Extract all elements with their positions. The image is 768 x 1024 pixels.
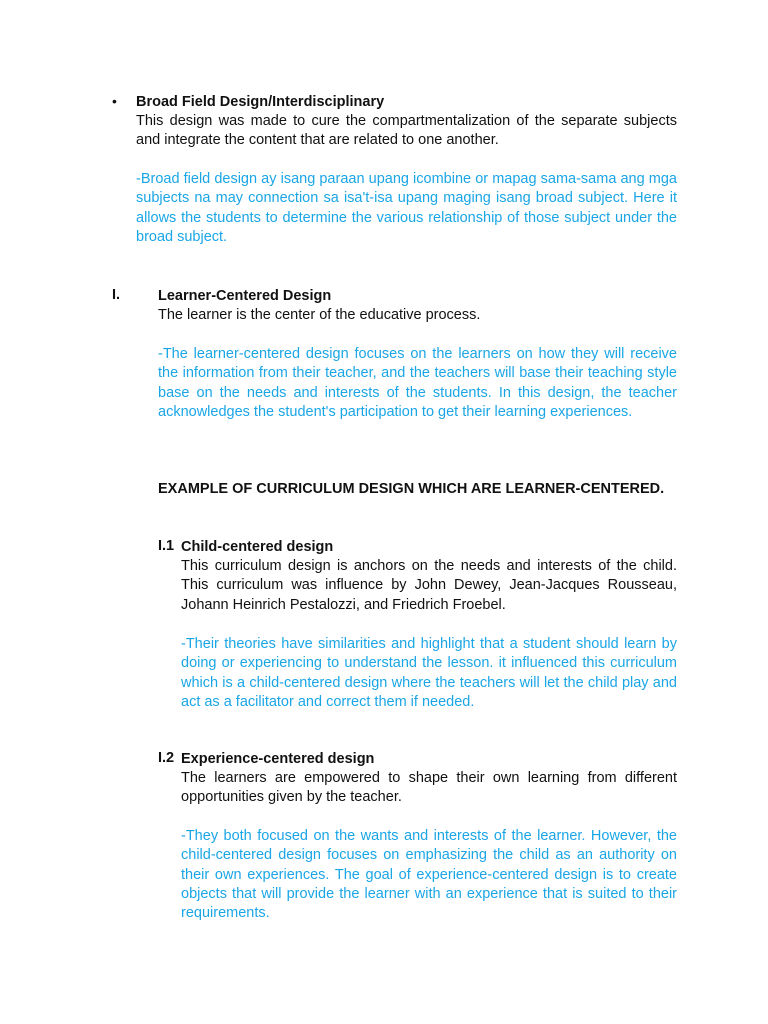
learner-centered-note: -The learner-centered design focuses on the learners on how they will receive the information from their teacher, and the teachers will base their teaching style base on the needs and interests of the students. In this design, the teacher acknowledges the student's participation to get their learning experiences. [158,346,677,420]
subsection-number: I.1 [158,538,175,554]
experience-centered-heading: Experience-centered design [181,751,375,767]
learner-centered-heading: Learner-Centered Design [158,288,332,304]
experience-centered-body: The learners are empowered to shape their own learning from different opportunities given by the teacher. [181,770,677,806]
child-centered-body: This curriculum design is anchors on the needs and interests of the child. This curriculum was influence by John Dewey, Jean-Jacques Rousseau, Johann Heinrich Pestalozzi, and Friedrich Froebel. [181,558,677,613]
bullet-marker: • [112,93,117,109]
broad-field-body: This design was made to cure the compartmentalization of the separate subjects and integrate the content that are related to one another. [136,113,677,149]
learner-centered-body: The learner is the center of the educative process. [158,307,481,323]
broad-field-note: -Broad field design ay isang paraan upang icombine or mapag sama-sama ang mga subjects na may connection sa isa't-isa upang maging isang broad subject. Here it allows the students to determine the various relationship of those subject under the broad subject. [136,171,677,245]
section-number: I. [112,287,121,303]
child-centered-heading: Child-centered design [181,539,334,555]
experience-centered-note: -They both focused on the wants and interests of the learner. However, the child-centered design focuses on emphasizing the child as an authority on their own experiences. The goal of experience-centered design is to create objects that will provide the learner with an experience that is suited to their requirements. [181,828,677,922]
broad-field-heading: Broad Field Design/Interdisciplinary [136,94,385,110]
child-centered-note: -Their theories have similarities and highlight that a student should learn by doing or experiencing to understand the lesson. it influenced this curriculum which is a child-centered design where the teachers will let the child play and act as a facilitator and correct them if needed. [181,636,677,710]
examples-heading: EXAMPLE OF CURRICULUM DESIGN WHICH ARE LEARNER-CENTERED. [158,481,665,497]
subsection-number: I.2 [158,750,175,766]
